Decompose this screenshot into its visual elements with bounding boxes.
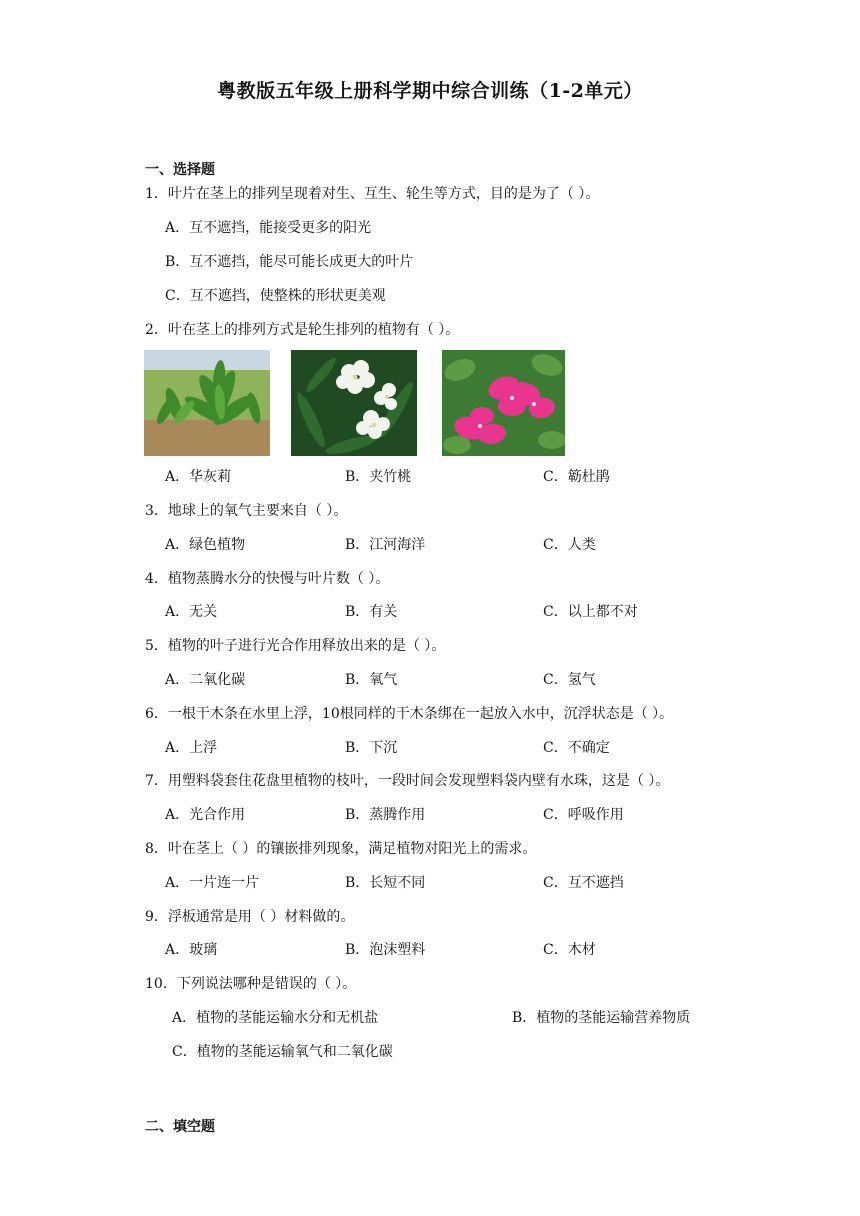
q6-option-b: B．下沉 [345, 740, 398, 756]
q10-option-a: A．植物的茎能运输水分和无机盐 [172, 1010, 379, 1026]
question-5: 5．植物的叶子进行光合作用释放出来的是（ ）。 [145, 638, 446, 654]
question-4: 4．植物蒸腾水分的快慢与叶片数（ ）。 [145, 571, 390, 587]
q5-option-c: C．氢气 [543, 672, 596, 688]
q10-option-b: B．植物的茎能运输营养物质 [512, 1010, 691, 1026]
q2-option-c: C．簕杜鹃 [543, 469, 610, 485]
q8-option-c: C．互不遮挡 [543, 875, 624, 891]
q10-option-c: C．植物的茎能运输氧气和二氧化碳 [172, 1044, 393, 1060]
white-flower-photo [291, 350, 417, 456]
q2-option-a: A．华灰莉 [165, 469, 232, 485]
plant-field-photo [144, 350, 270, 456]
q2-option-b: B．夹竹桃 [345, 469, 412, 485]
q3-option-b: B．江河海洋 [345, 537, 426, 553]
q3-option-c: C．人类 [543, 537, 596, 553]
q6-option-c: C．不确定 [543, 740, 610, 756]
q5-option-a: A．二氧化碳 [165, 672, 246, 688]
q1-option-c: C．互不遮挡，使整株的形状更美观 [165, 288, 386, 304]
question-2: 2．叶在茎上的排列方式是轮生排列的植物有（ ）。 [145, 322, 460, 338]
q1-option-a: A．互不遮挡，能接受更多的阳光 [165, 220, 372, 236]
q1-option-b: B．互不遮挡，能尽可能长成更大的叶片 [165, 254, 414, 270]
question-6: 6．一根干木条在水里上浮，10根同样的干木条绑在一起放入水中，沉浮状态是（ ）。 [145, 706, 674, 722]
q7-option-c: C．呼吸作用 [543, 807, 624, 823]
q9-option-b: B．泡沫塑料 [345, 942, 426, 958]
q3-option-a: A．绿色植物 [165, 537, 246, 553]
q7-option-a: A．光合作用 [165, 807, 246, 823]
q8-option-a: A．一片连一片 [165, 875, 260, 891]
section-heading-choice: 一、选择题 [145, 162, 215, 178]
question-1: 1．叶片在茎上的排列呈现着对生、互生、轮生等方式，目的是为了（ ）。 [145, 186, 600, 202]
q9-option-c: C．木材 [543, 942, 596, 958]
q8-option-b: B．长短不同 [345, 875, 426, 891]
question-3: 3．地球上的氧气主要来自（ ）。 [145, 503, 348, 519]
question-8: 8．叶在茎上（ ）的镶嵌排列现象，满足植物对阳光上的需求。 [145, 841, 537, 857]
q4-option-b: B．有关 [345, 604, 398, 620]
section-heading-fill: 二、填空题 [145, 1119, 215, 1135]
question-9: 9．浮板通常是用（ ）材料做的。 [145, 909, 355, 925]
q6-option-a: A．上浮 [165, 740, 218, 756]
q7-option-b: B．蒸腾作用 [345, 807, 426, 823]
q5-option-b: B．氧气 [345, 672, 398, 688]
page-title: 粤教版五年级上册科学期中综合训练（1-2单元） [217, 80, 643, 102]
q4-option-a: A．无关 [165, 604, 218, 620]
question-10: 10．下列说法哪种是错误的（ ）。 [145, 976, 357, 992]
q9-option-a: A．玻璃 [165, 942, 218, 958]
q4-option-c: C．以上都不对 [543, 604, 638, 620]
pink-bougainvillea-photo [442, 350, 565, 456]
question-7: 7．用塑料袋套住花盘里植物的枝叶，一段时间会发现塑料袋内壁有水珠，这是（ ）。 [145, 773, 670, 789]
